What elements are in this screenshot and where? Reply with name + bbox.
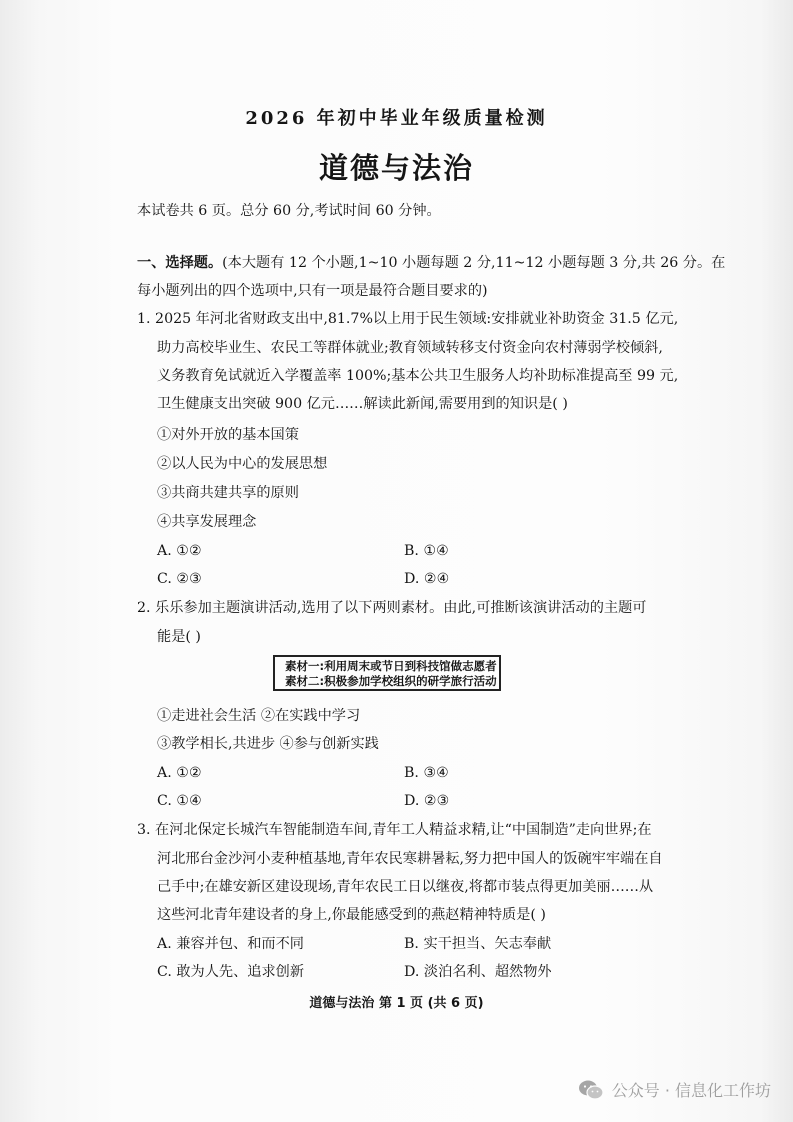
q2-line-2: 能是( ) [157,629,201,645]
q2-option-d: D. ②③ [404,793,450,809]
section-header [137,252,725,274]
q3-option-b: B. 实干担当、矢志奉献 [404,936,552,952]
q2-statements-1: ①走进社会生活 ②在实践中学习 [157,708,361,724]
watermark [578,1078,771,1101]
q2-material-box [273,655,501,691]
q3-line-1: 3. 在河北保定长城汽车智能制造车间,青年工人精益求精,让“中国制造”走向世界;在 [137,822,652,838]
q1-option-b: B. ①④ [404,543,449,559]
q1-line-1: 1. 2025 年河北省财政支出中,81.7%以上用于民生领域:安排就业补助资金 31.5 亿元, [137,311,679,327]
q2-material-1: 素材一:利用周末或节日到科技馆做志愿者 [285,659,497,673]
section-desc-line1: (本大题有 12 个小题,1~10 小题每题 2 分,11~12 小题每题 3 分,共 26 分。在 [222,255,726,271]
page-footer: 道德与法治 第 1 页 (共 6 页) [309,996,484,1011]
q1-line-4: 卫生健康支出突破 900 亿元……解读此新闻,需要用到的知识是( ) [157,396,568,412]
q2-option-b: B. ③④ [404,765,449,781]
q1-statement-3: ③共商共建共享的原则 [157,485,299,501]
q3-option-d: D. 淡泊名利、超然物外 [404,964,552,980]
q1-statement-2: ②以人民为中心的发展思想 [157,456,328,472]
q1-option-c: C. ②③ [157,571,202,587]
section-desc-line2: 每小题列出的四个选项中,只有一项是最符合题目要求的) [137,283,488,299]
q3-line-4: 这些河北青年建设者的身上,你最能感受到的燕赵精神特质是( ) [157,907,546,923]
q1-line-3: 义务教育免试就近入学覆盖率 100%;基本公共卫生服务人均补助标准提高至 99 元, [157,368,679,384]
exam-title: 2026 年初中毕业年级质量检测 [245,108,548,129]
q2-material-2: 素材二:积极参加学校组织的研学旅行活动 [285,674,497,688]
q1-option-d: D. ②④ [404,571,450,587]
q2-option-a: A. ①② [157,765,202,781]
q1-option-a: A. ①② [157,543,202,559]
q2-line-1: 2. 乐乐参加主题演讲活动,选用了以下两则素材。由此,可推断该演讲活动的主题可 [137,600,647,616]
q2-option-c: C. ①④ [157,793,202,809]
wechat-icon [578,1079,604,1101]
q1-statement-4: ④共享发展理念 [157,514,257,530]
watermark-text: 公众号 · 信息化工作坊 [611,1081,771,1100]
section-title: 一、选择题。 [137,255,223,271]
subject-title: 道德与法治 [318,151,474,185]
q3-option-a: A. 兼容并包、和而不同 [157,936,304,952]
q2-statements-2: ③教学相长,共进步 ④参与创新实践 [157,736,379,752]
q3-option-c: C. 敢为人先、追求创新 [157,964,305,980]
q1-statement-1: ①对外开放的基本国策 [157,427,299,443]
q3-line-3: 己手中;在雄安新区建设现场,青年农民工日以继夜,将都市装点得更加美丽……从 [157,879,654,895]
exam-info: 本试卷共 6 页。总分 60 分,考试时间 60 分钟。 [137,203,441,219]
q3-line-2: 河北邢台金沙河小麦种植基地,青年农民寒耕暑耘,努力把中国人的饭碗牢牢端在自 [157,851,663,867]
q1-line-2: 助力高校毕业生、农民工等群体就业;教育领域转移支付资金向农村薄弱学校倾斜, [157,340,663,356]
